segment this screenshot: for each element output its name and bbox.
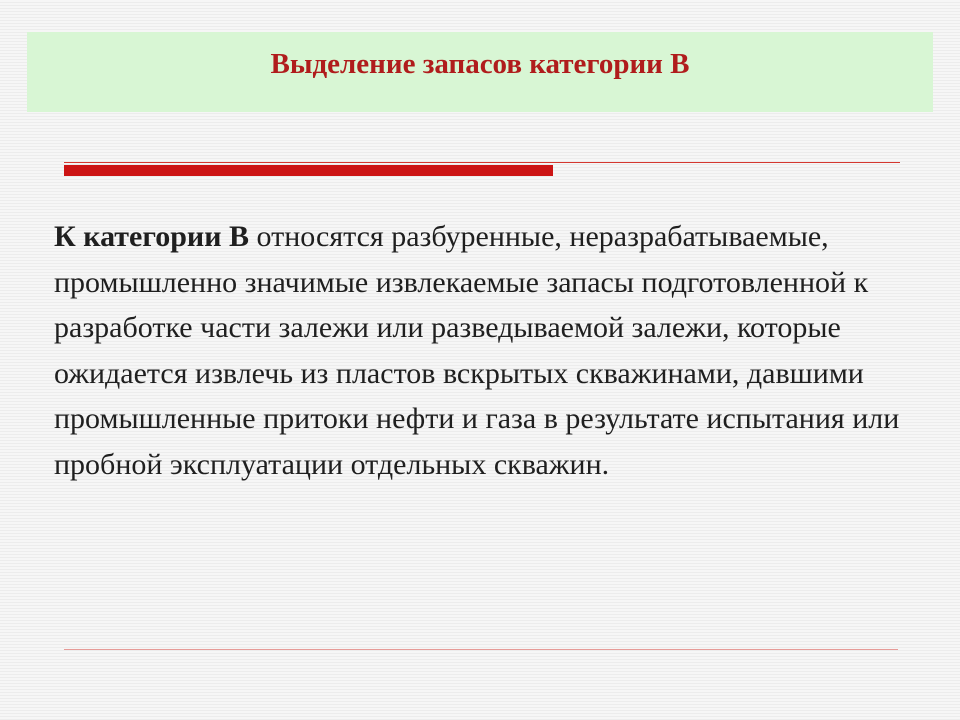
bottom-divider-line xyxy=(64,649,898,650)
body-lead: К категории В xyxy=(54,220,249,253)
body-text: относятся разбуренные, неразрабатываемые, промышленно значимые извлекаемые запасы подготовленной к разработке части залежи или разведываемой залежи, которые ожидается извлечь из пластов вскрытых скважинами, давшими промышленные притоки нефти и газа в результате испытания или пробной эксплуатации отдельных скважин. xyxy=(54,220,900,481)
thin-divider-line xyxy=(64,162,900,163)
thick-divider-bar xyxy=(64,165,553,176)
slide-title: Выделение запасов категории В xyxy=(270,48,690,80)
body-paragraph xyxy=(54,214,934,487)
